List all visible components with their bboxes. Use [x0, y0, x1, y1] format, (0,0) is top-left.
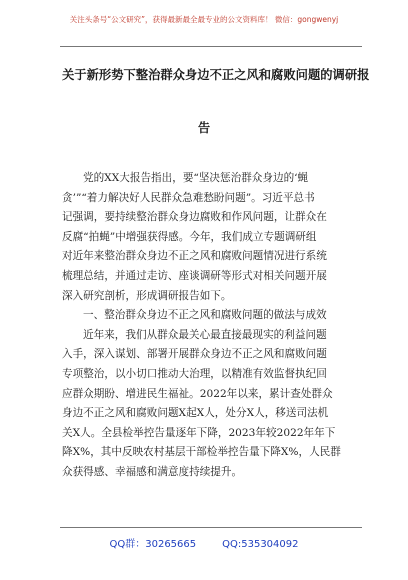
qq-number-text: QQ:535304092 — [222, 539, 299, 550]
body-line: 近年来，我们从群众最关心最直接最现实的利益问题 — [83, 328, 327, 341]
body-line: 贪’”“着力解决好人民群众急难愁盼问题”。习近平总书 — [62, 191, 315, 204]
body-line: 身边不正之风和腐败问题X起X人，处分X人，移送司法机 — [62, 407, 329, 420]
section-heading: 一、整治群众身边不正之风和腐败问题的做法与成效 — [83, 309, 327, 322]
footer-divider — [60, 527, 362, 528]
header-divider — [60, 46, 362, 47]
document-title: 关于新形势下整治群众身边不正之风和腐败问题的调研报 — [62, 68, 370, 82]
body-line: 反腐“拍蝇”中增强获得感。今年，我们成立专题调研组 — [62, 230, 317, 243]
footer-contacts — [0, 535, 408, 550]
header-banner: 关注头条号“公文研究”，获得最新最全最专业的公文资料库！ 微信：gongwenyj — [69, 15, 339, 24]
qq-group-text: QQ群：30265665 — [109, 539, 197, 550]
body-line: 关X人。全县检举控告量逐年下降，2023年较2022年年下 — [62, 426, 336, 439]
body-line: 应群众期盼、增进民生福祉。2022年以来，累计查处群众 — [62, 387, 333, 400]
body-line: 对近年来整治群众身边不正之风和腐败问题情况进行系统 — [62, 250, 327, 263]
body-line: 党的XX大报告指出，要“坚决惩治群众身边的‘蝇 — [83, 172, 309, 184]
body-line: 记强调，要持续整治群众身边腐败和作风问题，让群众在 — [62, 211, 327, 224]
body-line: 深入研究剖析，形成调研报告如下。 — [62, 289, 232, 302]
body-line: 专项整治，以小切口推动大治理，以精准有效监督执纪回 — [62, 367, 327, 380]
body-line: 入手，深入谋划、部署开展群众身边不正之风和腐败问题 — [62, 348, 327, 361]
body-line: 众获得感、幸福感和满意度持续提升。 — [62, 465, 243, 478]
body-line: 降X%，其中反映农村基层干部检举控告量下降X%，人民群 — [62, 446, 341, 459]
document-title-continuation: 告 — [197, 121, 211, 135]
body-line: 梳理总结，并通过走访、座谈调研等形式对相关问题开展 — [62, 269, 327, 282]
document-body — [62, 169, 360, 483]
